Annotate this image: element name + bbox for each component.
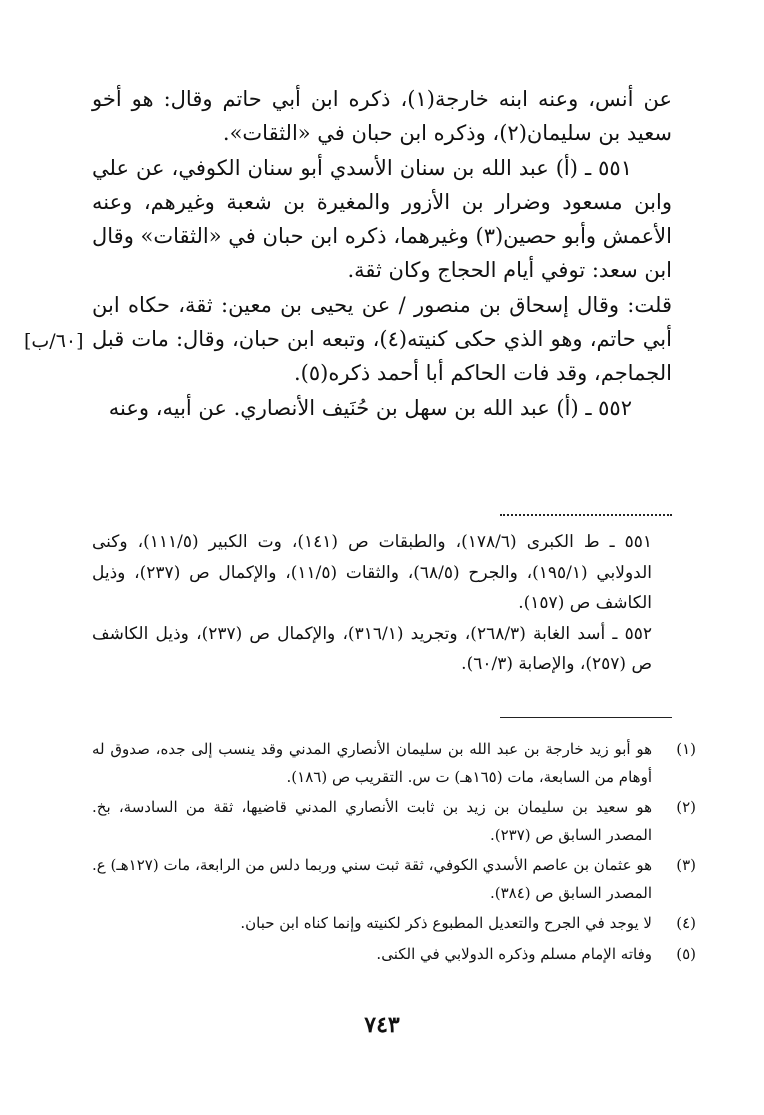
page-number: ٧٤٣ bbox=[364, 1012, 400, 1038]
footnote-text: هو أبو زيد خارجة بن عبد الله بن سليمان الأنصاري المدني وقد ينسب إلى جده، صدوق له أوهام من السابعة، مات (١٦٥هـ) ت س. التقريب ص (١٨٦). bbox=[92, 740, 652, 786]
entry-552: ٥٥٢ ـ (أ) عبد الله بن سهل بن حُنَيف الأنصاري. عن أبيه، وعنه bbox=[108, 395, 632, 420]
entry-551: ٥٥١ ـ (أ) عبد الله بن سنان الأسدي أبو سنان الكوفي، عن علي وابن مسعود وضرار بن الأزور والمغيرة بن شعبة وغيرهم، وعنه الأعمش وأبو حصين(٣) وغيرهما، ذكره ابن حبان في «الثقات» وقال ابن سعد: توفي أيام الحجاج وكان ثقة. bbox=[92, 155, 672, 283]
footnote-item bbox=[92, 736, 696, 791]
footnote-text: هو عثمان بن عاصم الأسدي الكوفي، ثقة ثبت سني وربما دلس من الرابعة، مات (١٢٧هـ) ع. المصدر السابق ص (٣٨٤). bbox=[92, 856, 652, 902]
manuscript-folio-ref: [٦٠/ب] bbox=[24, 330, 84, 352]
main-text bbox=[92, 82, 672, 425]
footnotes-block bbox=[92, 736, 696, 971]
sources-block bbox=[92, 527, 652, 680]
footnote-item bbox=[92, 941, 696, 969]
footnote-item bbox=[92, 910, 696, 938]
footnote-item bbox=[92, 852, 696, 907]
footnote-number: (٣) bbox=[676, 856, 696, 874]
footnote-text: لا يوجد في الجرح والتعديل المطبوع ذكر لكنيته وإنما كناه ابن حبان. bbox=[240, 914, 652, 932]
source-551: ٥٥١ ـ ط الكبرى (١٧٨/٦)، والطبقات ص (١٤١)، وت الكبير (١١١/٥)، وكنى الدولابي (١٩٥/١)، والجرح (٦٨/٥)، والثقات (١١/٥)، والإكمال ص (٢٣٧)، وذيل الكاشف ص (١٥٧). bbox=[92, 532, 653, 613]
footnote-number: (٤) bbox=[676, 914, 696, 932]
footnote-number: (١) bbox=[676, 740, 696, 758]
footnote-item bbox=[92, 794, 696, 849]
dotted-separator bbox=[500, 514, 672, 516]
footnote-number: (٢) bbox=[676, 798, 696, 816]
footnote-text: هو سعيد بن سليمان بن زيد بن ثابت الأنصاري المدني قاضيها، ثقة من السادسة، بخ. المصدر السابق ص (٢٣٧). bbox=[92, 798, 652, 844]
paragraph-continuation: عن أنس، وعنه ابنه خارجة(١)، ذكره ابن أبي حاتم وقال: هو أخو سعيد بن سليمان(٢)، وذكره ابن حبان في «الثقات». bbox=[92, 87, 672, 146]
paragraph-comment: قلت: وقال إسحاق بن منصور / عن يحيى بن معين: ثقة، حكاه ابن أبي حاتم، وهو الذي حكى كنيته(٤)، وتبعه ابن حبان، وقال: مات قبل الجماجم، وقد فات الحاكم أبا أحمد ذكره(٥). bbox=[92, 292, 672, 386]
footnote-number: (٥) bbox=[676, 944, 696, 963]
source-552: ٥٥٢ ـ أسد الغابة (٢٦٨/٣)، وتجريد (٣١٦/١)، والإكمال ص (٢٣٧)، وذيل الكاشف ص (٢٥٧)، والإصابة (٦٠/٣). bbox=[92, 623, 653, 674]
footnote-text: وفاته الإمام مسلم وذكره الدولابي في الكنى. bbox=[376, 944, 652, 963]
footnote-rule bbox=[500, 717, 672, 718]
